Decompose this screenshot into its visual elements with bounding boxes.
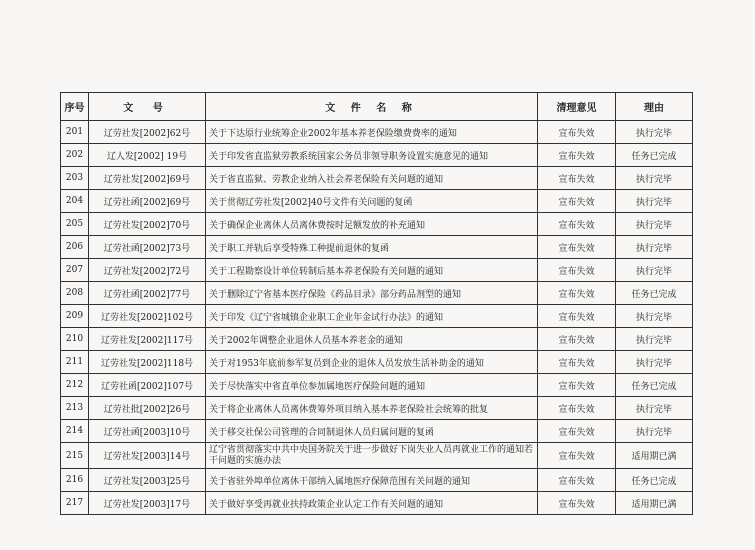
header-clearance-opinion: 清理意见: [538, 93, 616, 121]
row-document-title: 关于下达原行业统筹企业2002年基本养老保险缴费费率的通知: [206, 121, 538, 144]
row-clearance-opinion: 宣布失效: [538, 305, 616, 328]
row-clearance-opinion: 宣布失效: [538, 121, 616, 144]
row-document-no: 辽人发[2002] 19号: [89, 144, 206, 167]
row-reason: 执行完毕: [616, 397, 693, 420]
table-row: [61, 351, 693, 374]
row-reason: 执行完毕: [616, 167, 693, 190]
row-reason: 执行完毕: [616, 236, 693, 259]
row-reason: 执行完毕: [616, 328, 693, 351]
row-serial-no: 212: [61, 374, 89, 397]
row-document-no: 辽劳社函[2002]107号: [89, 374, 206, 397]
row-document-title: 关于职工并轨后享受特殊工种提前退休的复函: [206, 236, 538, 259]
row-serial-no: 217: [61, 492, 89, 515]
row-reason: 任务已完成: [616, 374, 693, 397]
row-document-no: 辽劳社发[2002]62号: [89, 121, 206, 144]
table-row: [61, 420, 693, 443]
row-serial-no: 202: [61, 144, 89, 167]
row-clearance-opinion: 宣布失效: [538, 469, 616, 492]
table-row: [61, 259, 693, 282]
row-serial-no: 201: [61, 121, 89, 144]
table-row: [61, 374, 693, 397]
row-reason: 任务已完成: [616, 282, 693, 305]
document-table: [60, 92, 693, 515]
row-clearance-opinion: 宣布失效: [538, 167, 616, 190]
table-header-row: [61, 93, 693, 121]
row-serial-no: 206: [61, 236, 89, 259]
row-document-title: 关于移交社保公司管理的合同制退休人员归属问题的复函: [206, 420, 538, 443]
header-serial-no: 序号: [61, 93, 89, 121]
table-row: [61, 121, 693, 144]
row-document-no: 辽劳社函[2002]69号: [89, 190, 206, 213]
table-row: [61, 443, 693, 469]
table-row: [61, 282, 693, 305]
row-serial-no: 216: [61, 469, 89, 492]
row-serial-no: 214: [61, 420, 89, 443]
row-document-no: 辽劳社发[2003]14号: [89, 443, 206, 469]
table-row: [61, 469, 693, 492]
row-reason: 执行完毕: [616, 121, 693, 144]
header-document-no: 文 号: [89, 93, 206, 121]
row-document-title: 关于印发省直监狱劳教系统国家公务员非领导职务设置实施意见的通知: [206, 144, 538, 167]
row-document-no: 辽劳社函[2002]77号: [89, 282, 206, 305]
row-document-no: 辽劳社函[2002]73号: [89, 236, 206, 259]
row-document-title: 关于尽快落实中省直单位参加属地医疗保险问题的通知: [206, 374, 538, 397]
table-row: [61, 492, 693, 515]
row-serial-no: 203: [61, 167, 89, 190]
row-reason: 执行完毕: [616, 190, 693, 213]
row-reason: 执行完毕: [616, 213, 693, 236]
row-clearance-opinion: 宣布失效: [538, 213, 616, 236]
row-serial-no: 215: [61, 443, 89, 469]
row-reason: 执行完毕: [616, 351, 693, 374]
row-clearance-opinion: 宣布失效: [538, 282, 616, 305]
row-document-title: 辽宁省贯彻落实中共中央国务院关于进一步做好下岗失业人员再就业工作的通知若干问题的实施办法: [206, 443, 538, 469]
row-document-no: 辽劳社发[2002]70号: [89, 213, 206, 236]
row-reason: 任务已完成: [616, 144, 693, 167]
row-serial-no: 209: [61, 305, 89, 328]
row-clearance-opinion: 宣布失效: [538, 492, 616, 515]
row-reason: 执行完毕: [616, 420, 693, 443]
row-reason: 适用期已满: [616, 492, 693, 515]
row-serial-no: 213: [61, 397, 89, 420]
row-clearance-opinion: 宣布失效: [538, 374, 616, 397]
row-clearance-opinion: 宣布失效: [538, 351, 616, 374]
row-document-title: 关于做好享受再就业扶持政策企业认定工作有关问题的通知: [206, 492, 538, 515]
header-document-title: 文 件 名 称: [206, 93, 538, 121]
row-clearance-opinion: 宣布失效: [538, 443, 616, 469]
row-reason: 执行完毕: [616, 259, 693, 282]
table-body: [61, 121, 693, 515]
row-document-no: 辽劳社发[2002]72号: [89, 259, 206, 282]
row-serial-no: 208: [61, 282, 89, 305]
row-reason: 任务已完成: [616, 469, 693, 492]
row-document-title: 关于2002年调整企业退休人员基本养老金的通知: [206, 328, 538, 351]
row-document-no: 辽劳社发[2002]102号: [89, 305, 206, 328]
row-clearance-opinion: 宣布失效: [538, 236, 616, 259]
row-document-title: 关于贯彻辽劳社发[2002]40号文件有关问题的复函: [206, 190, 538, 213]
row-document-title: 关于省直监狱、劳教企业纳入社会养老保险有关问题的通知: [206, 167, 538, 190]
row-document-title: 关于将企业离休人员离休费筹外项目纳入基本养老保险社会统筹的批复: [206, 397, 538, 420]
row-document-title: 关于确保企业离休人员离休费按时足额发放的补充通知: [206, 213, 538, 236]
header-reason: 理由: [616, 93, 693, 121]
row-document-no: 辽劳社发[2002]118号: [89, 351, 206, 374]
row-clearance-opinion: 宣布失效: [538, 144, 616, 167]
row-serial-no: 211: [61, 351, 89, 374]
table-row: [61, 144, 693, 167]
row-document-no: 辽劳社发[2002]69号: [89, 167, 206, 190]
table-row: [61, 305, 693, 328]
row-clearance-opinion: 宣布失效: [538, 328, 616, 351]
table-row: [61, 397, 693, 420]
row-serial-no: 207: [61, 259, 89, 282]
table-row: [61, 213, 693, 236]
row-document-title: 关于工程勘察设计单位转制后基本养老保险有关问题的通知: [206, 259, 538, 282]
row-document-no: 辽劳社发[2003]25号: [89, 469, 206, 492]
row-serial-no: 204: [61, 190, 89, 213]
table-row: [61, 328, 693, 351]
row-document-title: 关于对1953年底前参军复员到企业的退休人员发放生活补助金的通知: [206, 351, 538, 374]
row-clearance-opinion: 宣布失效: [538, 420, 616, 443]
row-document-no: 辽劳社发[2003]17号: [89, 492, 206, 515]
row-document-title: 关于删除辽宁省基本医疗保险《药品目录》部分药品剂型的通知: [206, 282, 538, 305]
row-clearance-opinion: 宣布失效: [538, 397, 616, 420]
row-document-no: 辽劳社批[2002]26号: [89, 397, 206, 420]
row-document-no: 辽劳社函[2003]10号: [89, 420, 206, 443]
row-serial-no: 210: [61, 328, 89, 351]
row-document-title: 关于印发《辽宁省城镇企业职工企业年金试行办法》的通知: [206, 305, 538, 328]
table-row: [61, 236, 693, 259]
row-document-no: 辽劳社发[2002]117号: [89, 328, 206, 351]
row-clearance-opinion: 宣布失效: [538, 190, 616, 213]
row-reason: 适用期已满: [616, 443, 693, 469]
row-document-title: 关于省驻外埠单位离休干部纳入属地医疗保障范围有关问题的通知: [206, 469, 538, 492]
table-row: [61, 167, 693, 190]
table-row: [61, 190, 693, 213]
row-clearance-opinion: 宣布失效: [538, 259, 616, 282]
row-serial-no: 205: [61, 213, 89, 236]
row-reason: 执行完毕: [616, 305, 693, 328]
